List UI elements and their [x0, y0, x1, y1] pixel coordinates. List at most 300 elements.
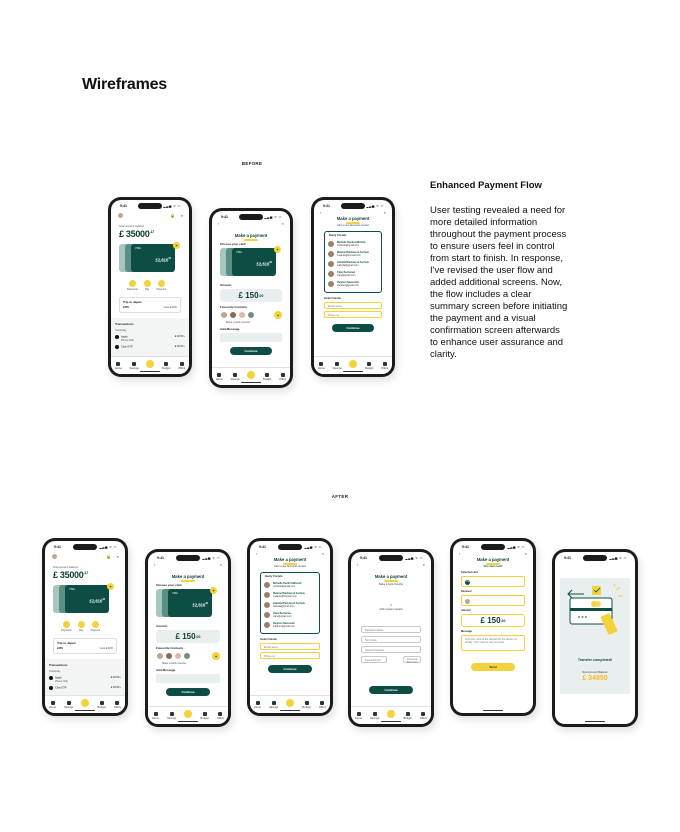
transfer-icon [349, 360, 357, 368]
lock-icon[interactable]: 🔒 [170, 213, 175, 218]
bank-transfer-link[interactable]: Make a bank transfer [226, 321, 251, 324]
transaction-sub: Phone bills [55, 680, 68, 683]
tab-offers[interactable]: Offers [381, 362, 388, 370]
tab-budget[interactable]: Budget [263, 373, 271, 381]
add-card-icon[interactable]: + [210, 587, 217, 594]
card-brand: VISA [236, 251, 242, 254]
balance-amount: £ $35000^{,17}$ [53, 570, 89, 580]
tab-budget[interactable]: Budget [201, 712, 209, 720]
savings-icon [373, 712, 377, 716]
phone-notch [481, 544, 505, 550]
quick-action-payment[interactable]: Payment [91, 621, 100, 632]
quick-action-payments[interactable]: Payments [127, 280, 138, 291]
account-number-field[interactable]: Account Number [361, 646, 421, 653]
tab-savings[interactable]: Savings [167, 712, 176, 720]
tab-budget[interactable]: Budget [162, 362, 170, 370]
contacts-title: Make a payment [336, 216, 370, 221]
home-icon [116, 362, 120, 366]
add-contact-icon[interactable]: + [274, 311, 282, 319]
tab-offers[interactable]: Offers [178, 362, 185, 370]
receiver-label: Receiver [461, 590, 472, 593]
email-field[interactable]: Email name [260, 643, 320, 650]
offers-icon [281, 373, 285, 377]
recipient-name-field[interactable]: Recipient Name [361, 626, 421, 633]
budget-icon [100, 701, 104, 705]
phone-before-home [108, 197, 192, 377]
contacts-screen [314, 200, 392, 374]
transaction-row[interactable]: Chat GTP £ 20.50 › [115, 345, 185, 349]
savings-icon [233, 373, 237, 377]
tab-budget[interactable]: Budget [365, 362, 373, 370]
card-main[interactable] [168, 589, 212, 617]
tab-transfer[interactable] [349, 364, 357, 368]
search-icon[interactable]: ⌕ [180, 213, 183, 218]
phone-field[interactable]: Phone no [324, 311, 382, 318]
after-label: AFTER [331, 494, 349, 499]
title-underline [384, 580, 398, 582]
tab-transfer[interactable] [286, 703, 294, 707]
card-main[interactable] [65, 585, 109, 613]
message-label: Message [461, 630, 472, 633]
offers-icon [421, 712, 425, 716]
description-title: Enhanced Payment Flow [430, 180, 542, 191]
success-panel [560, 578, 630, 694]
offers-icon [115, 701, 119, 705]
tab-offers[interactable]: Offers [279, 373, 286, 381]
tab-home[interactable]: Home [216, 373, 223, 381]
card-main[interactable] [232, 248, 276, 276]
payment-screen [212, 211, 290, 385]
card-main[interactable] [131, 244, 175, 272]
favourites-label: Favourite Contacts [220, 305, 248, 309]
savings-icon [67, 701, 71, 705]
tab-budget[interactable]: Budget [404, 712, 412, 720]
transfer-icon [146, 360, 154, 368]
contact-avatar[interactable] [156, 652, 164, 660]
transaction-sub: Phone bills [121, 339, 134, 342]
status-time: 9:41 [259, 545, 267, 549]
tab-transfer[interactable] [184, 714, 192, 718]
status-icons: ▂▃▅ ᯤ ▭ [99, 545, 117, 549]
new-balance-label: New Account Balance [582, 671, 608, 674]
avatar [264, 582, 270, 588]
apple-icon [49, 676, 53, 680]
status-icons: ▂▃▅ ᯤ ▭ [163, 204, 181, 208]
pay-icon [78, 621, 85, 628]
tab-savings[interactable]: Savings [269, 701, 278, 709]
savings-icon [170, 712, 174, 716]
list-item[interactable]: Michelle Dunfort-Mitchell michelle@gmail.com [264, 580, 316, 589]
tab-offers[interactable]: Offers [217, 712, 224, 720]
home-icon [319, 362, 323, 366]
amount-display: £ 150 ,00 [461, 614, 525, 627]
contact-avatar[interactable] [247, 311, 255, 319]
phone-notch [239, 214, 263, 220]
favourites-label: Favourite Contacts [156, 646, 184, 650]
amount-input[interactable]: £ 150 ,00 [156, 630, 220, 643]
home-indicator [280, 710, 300, 711]
trip-card[interactable] [119, 297, 181, 313]
invite-label: Invite Friends [260, 638, 277, 641]
continue-button[interactable]: Continue [166, 688, 210, 696]
back-icon[interactable]: ‹ [218, 221, 220, 226]
transfer-icon [286, 699, 294, 707]
offers-icon [320, 701, 324, 705]
amount-input[interactable]: £ 150 ,00 [220, 289, 282, 302]
back-icon[interactable]: ‹ [357, 562, 359, 567]
description-body: User testing revealed a need for more detailed information throughout the payment process to ensure users feel in control from start to finish. In response, I've revised the user flow and added additional screens. Now, the flow includes a clear summary screen before initiating the payment and a visual confirmation screen afterwards to enhance user assurance and clarity. [430, 205, 568, 360]
status-time: 9:41 [462, 545, 470, 549]
card-brand: VISA [135, 247, 141, 250]
trip-goal: Goal £4000 [163, 306, 177, 309]
avatar [328, 261, 334, 267]
status-time: 9:41 [54, 545, 62, 549]
trip-title: Trip to Japan [123, 300, 142, 304]
card-amount: £2,610$^{32}$ [192, 602, 208, 608]
title-underline [181, 580, 195, 582]
transfer-icon [81, 699, 89, 707]
transfer-icon [184, 710, 192, 718]
quick-action-payment[interactable]: Payment [157, 280, 166, 291]
summary-card-brand: VISA [466, 581, 471, 583]
message-input[interactable] [220, 333, 282, 342]
page-title: Wireframes [82, 76, 168, 93]
home-icon [51, 701, 55, 705]
transfer-subtitle: Make a bank transfer [378, 583, 404, 586]
transfer-title: Make a payment [374, 574, 408, 579]
close-icon[interactable]: × [219, 562, 222, 567]
contact-avatar[interactable] [165, 652, 173, 660]
search-icon[interactable]: ⌕ [116, 554, 119, 559]
selected-card-label: Selected card [461, 571, 478, 574]
payment-icon [92, 621, 99, 628]
tab-transfer[interactable] [146, 364, 154, 368]
budget-icon [203, 712, 207, 716]
add-card-icon[interactable]: + [173, 242, 180, 249]
balance-label: Total account balance [53, 566, 79, 569]
contact-avatar[interactable] [183, 652, 191, 660]
transactions-date: Yesterday [49, 670, 61, 673]
before-label: BEFORE [241, 161, 263, 166]
add-card-icon[interactable]: + [107, 583, 114, 590]
status-icons: ▂▃▅ ᯤ ▭ [202, 556, 220, 560]
phone-notch [278, 544, 302, 550]
status-time: 9:41 [221, 215, 229, 219]
tab-home[interactable]: Home [152, 712, 159, 720]
payments-icon [129, 280, 136, 287]
avatar [328, 271, 334, 277]
avatar [328, 281, 334, 287]
status-time: 9:41 [564, 556, 572, 560]
transactions-date: Yesterday [115, 329, 127, 332]
budget-icon [164, 362, 168, 366]
tab-home[interactable]: Home [355, 712, 362, 720]
phone-after-home [42, 538, 128, 716]
avatar [328, 251, 334, 257]
tab-savings[interactable]: Savings [333, 362, 342, 370]
tab-transfer[interactable] [247, 375, 255, 379]
savings-icon [335, 362, 339, 366]
bank-icon: ⌂ [389, 602, 393, 607]
friends-list-title: Bunty Friends [329, 234, 347, 237]
phone-notch [341, 203, 365, 209]
phone-before-contacts [311, 197, 395, 377]
trip-title: Trip to Japan [57, 641, 76, 645]
list-item[interactable]: Melanie Blackwood Fuchsia melanie@hotmail.com [328, 249, 378, 258]
message-input[interactable] [156, 674, 220, 683]
transfer-complete-message: Transfer completed! [577, 658, 613, 662]
email-field[interactable]: Email name [324, 302, 382, 309]
lock-icon[interactable]: 🔒 [106, 554, 111, 559]
friends-list-title: Bunty Friends [265, 575, 283, 578]
status-icons: ▂▃▅ ᯤ ▭ [264, 215, 282, 219]
friends-list [260, 572, 320, 634]
avatar [264, 622, 270, 628]
list-item[interactable]: Melanie Blackwood Fuchsia melanie@hotmail.com [264, 590, 316, 599]
complete-screen [555, 552, 635, 724]
phone-after-summary [450, 538, 536, 716]
contacts-screen [250, 541, 330, 713]
home-indicator [241, 382, 261, 383]
title-underline [244, 239, 258, 241]
contact-avatar[interactable] [238, 311, 246, 319]
close-icon[interactable]: × [321, 551, 324, 556]
list-item[interactable]: Michelle Dunfort-Mitchell michelle@gmail.com [328, 239, 378, 248]
card-amount: £2,610$^{32}$ [155, 257, 171, 263]
tab-offers[interactable]: Offers [114, 701, 121, 709]
balance-amount: £ $35000^{,17}$ [119, 229, 155, 239]
description-block [430, 180, 570, 361]
add-contact-icon[interactable]: + [212, 652, 220, 660]
status-icons: ▂▃▅ ᯤ ▭ [405, 556, 423, 560]
home-icon [256, 701, 260, 705]
receiver-box[interactable] [461, 595, 525, 606]
chat-icon [115, 345, 119, 349]
home-indicator [178, 721, 198, 722]
list-item[interactable]: Isabella Blackwood Fuchsia isabella@gmail.com [264, 600, 316, 609]
quick-action-pay[interactable]: Pay [78, 621, 85, 632]
back-icon[interactable]: ‹ [154, 562, 156, 567]
transaction-row[interactable]: Chat GTP £ 20.50 › [49, 686, 121, 690]
transactions-title: Transactions [49, 663, 68, 667]
offers-icon [180, 362, 184, 366]
contacts-subtitle: Add a new favourite contact [273, 565, 306, 568]
avatar[interactable] [117, 212, 124, 219]
home-indicator [483, 710, 503, 711]
status-time: 9:41 [157, 556, 165, 560]
list-item[interactable]: Clare Buchanan clare@gmail.com [328, 269, 378, 278]
friends-list [324, 231, 382, 293]
balance-label: Total account balance [119, 225, 145, 228]
phone-field[interactable]: Phone no [260, 652, 320, 659]
contacts-subtitle: Add a new favourite contact [336, 224, 369, 227]
transactions-title: Transactions [115, 322, 134, 326]
tab-offers[interactable]: Offers [319, 701, 326, 709]
card-payment-illustration [564, 584, 624, 642]
phone-notch [176, 555, 200, 561]
phone-after-complete [552, 549, 638, 727]
tab-savings[interactable]: Savings [130, 362, 139, 370]
trip-goal: Goal £4000 [99, 647, 113, 650]
choose-card-label: Choose your card [156, 583, 182, 587]
message-label: Add Message [156, 668, 176, 672]
home-icon [217, 373, 221, 377]
avatar [264, 612, 270, 618]
tab-home[interactable]: Home [49, 701, 56, 709]
amount-label: Amount [156, 624, 168, 628]
new-balance-amount: £ 34850 [582, 675, 608, 682]
transaction-row[interactable]: Apple £ 40.50 › [115, 335, 185, 339]
budget-icon [305, 701, 309, 705]
home-indicator [140, 371, 160, 372]
home-indicator [381, 721, 401, 722]
account-type-field[interactable]: Account Type [361, 656, 387, 663]
contacts-title: Make a payment [273, 557, 307, 562]
phone-after-contacts [247, 538, 333, 716]
status-time: 9:41 [360, 556, 368, 560]
phone-before-payment [209, 208, 293, 388]
choose-card-label: Choose your card [220, 242, 246, 246]
card-amount: £2,610$^{32}$ [89, 598, 105, 604]
transfer-icon [387, 710, 395, 718]
home-icon [154, 712, 158, 716]
budget-icon [406, 712, 410, 716]
amount-label: Amount [220, 283, 232, 287]
tab-home[interactable]: Home [318, 362, 325, 370]
close-icon[interactable]: × [422, 562, 425, 567]
amount-label: Amount [461, 609, 471, 612]
offers-icon [218, 712, 222, 716]
invite-label: Invite Friends [324, 297, 341, 300]
home-indicator [343, 371, 363, 372]
receiver-avatar [464, 598, 471, 605]
add-card-icon[interactable]: + [274, 246, 281, 253]
send-button[interactable]: Send [471, 663, 515, 671]
contact-avatar[interactable] [229, 311, 237, 319]
avatar [264, 602, 270, 608]
home-icon [357, 712, 361, 716]
close-icon[interactable]: × [524, 551, 527, 556]
list-item[interactable]: Clare Buchanan clare@gmail.com [264, 610, 316, 619]
phone-notch [583, 555, 607, 561]
phone-notch [379, 555, 403, 561]
payment-screen [148, 552, 228, 724]
close-icon[interactable]: × [281, 221, 284, 226]
chat-icon [49, 686, 53, 690]
apple-icon [115, 335, 119, 339]
summary-screen [453, 541, 533, 713]
offers-icon [383, 362, 387, 366]
contact-avatar[interactable] [174, 652, 182, 660]
tab-budget[interactable]: Budget [303, 701, 311, 709]
payment-icon [158, 280, 165, 287]
list-item[interactable]: Isabella Blackwood Fuchsia isabella@gmail.com [328, 259, 378, 268]
continue-button[interactable]: Continue [268, 665, 312, 673]
tab-transfer[interactable] [387, 714, 395, 718]
recipient-details-label: Add recipient details [379, 608, 403, 611]
close-icon[interactable]: × [383, 210, 386, 215]
phone-after-transfer [348, 549, 434, 727]
status-icons: ▂▃▅ ᯤ ▭ [366, 204, 384, 208]
tab-transfer[interactable] [81, 703, 89, 707]
list-item[interactable]: Stephen Newcastle stephen@gmail.com [328, 279, 378, 288]
quick-actions [61, 621, 100, 632]
transfer-screen [351, 552, 431, 724]
summary-title: Make a payment [476, 557, 510, 562]
list-item[interactable]: Stephen Newcastle stephen@gmail.com [264, 620, 316, 629]
account-type-options[interactable]: Personal Business [403, 656, 421, 663]
continue-button[interactable]: Continue [332, 324, 374, 332]
savings-icon [272, 701, 276, 705]
bank-transfer-link[interactable]: Make a bank transfer [162, 662, 187, 665]
back-icon[interactable]: ‹ [320, 210, 322, 215]
sort-code-field[interactable]: Sort Code [361, 636, 421, 643]
summary-subtitle: One more look! [483, 565, 503, 568]
card-amount: £2,610$^{32}$ [256, 261, 272, 267]
budget-icon [367, 362, 371, 366]
budget-icon [265, 373, 269, 377]
continue-button[interactable]: Continue [230, 347, 272, 355]
card-brand: VISA [172, 592, 178, 595]
status-icons: ▂▃▅ ᯤ ▭ [304, 545, 322, 549]
selected-card-box[interactable] [461, 576, 525, 587]
payments-icon [63, 621, 70, 628]
status-icons: ▂▃▅ ᯤ ▭ [609, 556, 627, 560]
trip-card[interactable] [53, 638, 117, 654]
savings-icon [132, 362, 136, 366]
back-icon[interactable]: ‹ [256, 551, 258, 556]
tab-home[interactable]: Home [115, 362, 122, 370]
phone-notch [73, 544, 97, 550]
tab-home[interactable]: Home [254, 701, 261, 709]
message-label: Add Message [220, 327, 240, 331]
tab-savings[interactable]: Savings [64, 701, 73, 709]
tab-savings[interactable]: Savings [370, 712, 379, 720]
quick-action-pay[interactable]: Pay [144, 280, 151, 291]
quick-actions [127, 280, 166, 291]
avatar[interactable] [51, 553, 58, 560]
tab-savings[interactable]: Savings [231, 373, 240, 381]
quick-action-payments[interactable]: Payments [61, 621, 72, 632]
status-icons: ▂▃▅ ᯤ ▭ [507, 545, 525, 549]
transaction-row[interactable]: Apple £ 40.50 › [49, 676, 121, 680]
phone-after-payment [145, 549, 231, 727]
avatar [264, 592, 270, 598]
transfer-icon [247, 371, 255, 379]
home-screen [45, 541, 125, 713]
home-indicator [585, 721, 605, 722]
pay-icon [144, 280, 151, 287]
message-box: Hi Lizzie, here is the deposit for the dinner on Friday. Can't wait for the next one! [461, 635, 525, 651]
trip-amount: £250 [123, 306, 129, 309]
payment-title: Make a payment [171, 574, 205, 579]
card-brand: VISA [69, 588, 75, 591]
status-time: 9:41 [323, 204, 331, 208]
tab-offers[interactable]: Offers [420, 712, 427, 720]
phone-notch [138, 203, 162, 209]
transactions-panel [45, 659, 125, 695]
trip-amount: £250 [57, 647, 63, 650]
avatar [328, 241, 334, 247]
back-icon[interactable]: ‹ [459, 551, 461, 556]
home-screen [111, 200, 189, 374]
payment-title: Make a payment [234, 233, 268, 238]
tab-budget[interactable]: Budget [98, 701, 106, 709]
home-indicator [75, 710, 95, 711]
contact-avatar[interactable] [220, 311, 228, 319]
status-time: 9:41 [120, 204, 128, 208]
continue-button[interactable]: Continue [369, 686, 413, 694]
